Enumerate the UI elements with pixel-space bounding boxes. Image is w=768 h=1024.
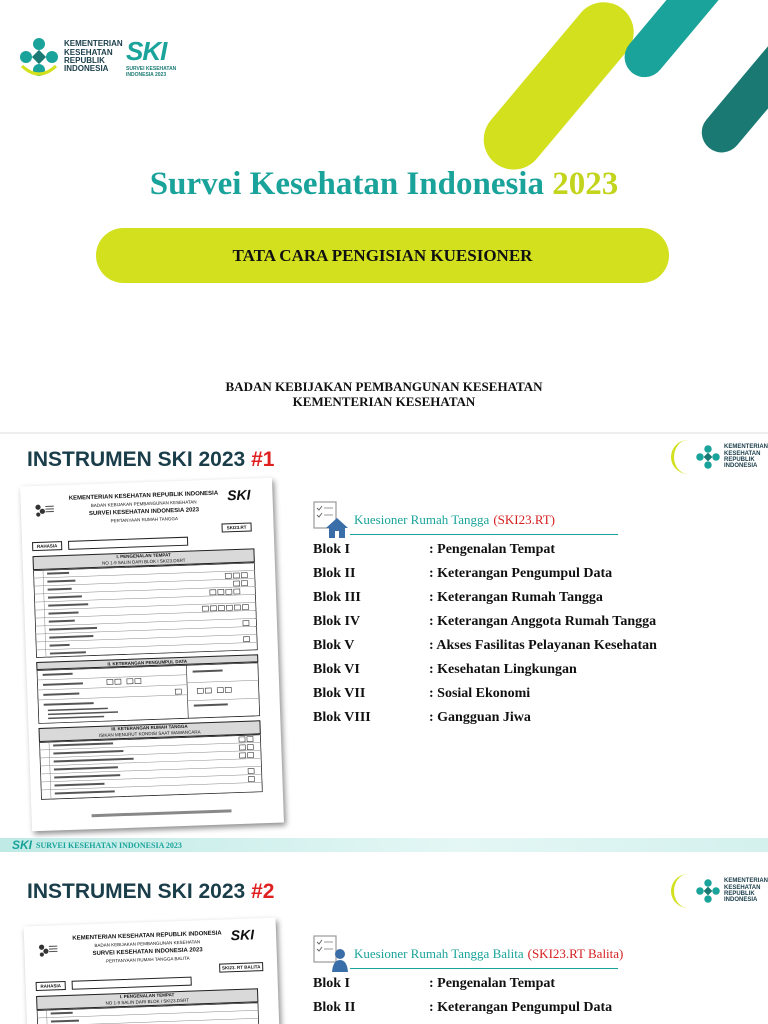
- kemenkes-emblem-icon: [695, 878, 721, 904]
- corner-kemenkes-text-4: INDONESIA: [724, 463, 758, 470]
- block-name: Blok VI: [313, 662, 360, 677]
- doc-section-2-rows: [36, 662, 260, 724]
- ski-logo-caption: SURVEI KESEHATAN INDONESIA 2023: [126, 66, 177, 78]
- block-row: [313, 614, 656, 630]
- kemenkes-text-4: INDONESIA: [64, 64, 109, 74]
- doc-notice-box: [68, 537, 188, 550]
- corner-arc-icon: [671, 874, 693, 908]
- slide1-title-text: INSTRUMEN SKI 2023: [27, 448, 246, 471]
- block-row: [313, 686, 530, 702]
- questionnaire-thumbnail-2: [24, 918, 281, 1024]
- doc-heading-line4: PERTANYAAN RUMAH TANGGA: [110, 516, 179, 524]
- decor-stripe-teal: [616, 0, 730, 85]
- agency-line-1: BADAN KEBIJAKAN PEMBANGUNAN KESEHATAN: [225, 379, 543, 394]
- doc-notice-box: [72, 977, 192, 990]
- block-desc: : Akses Fasilitas Pelayanan Kesehatan: [429, 638, 657, 653]
- doc-footer-note: [92, 809, 232, 817]
- doc-heading: [68, 490, 219, 527]
- kemenkes-text-1: KEMENTERIAN: [64, 39, 123, 49]
- corner-kemenkes-text-3: REPUBLIK: [724, 891, 755, 897]
- footer-ski-mark: SKI: [12, 838, 33, 852]
- doc-section-1-rows: [33, 562, 258, 658]
- doc-emblem-icon: [36, 941, 59, 958]
- subtitle-text: TATA CARA PENGISIAN KUESIONER: [232, 245, 533, 265]
- footer-text: SURVEI KESEHATAN INDONESIA 2023: [36, 840, 182, 850]
- block-row: [313, 542, 555, 558]
- doc-heading: [72, 930, 223, 967]
- doc-heading-line2: BADAN KEBIJAKAN PEMBANGUNAN KESEHATAN: [90, 499, 197, 509]
- kemenkes-emblem-icon: [18, 36, 60, 78]
- block-desc: : Keterangan Pengumpul Data: [429, 566, 613, 581]
- doc-heading-line3: SURVEI KESEHATAN INDONESIA 2023: [92, 947, 203, 958]
- cover-title-year: 2023: [552, 166, 619, 202]
- instrument-slide-1: [0, 432, 768, 852]
- block-row: [313, 590, 603, 606]
- slide1-title: [27, 448, 274, 472]
- doc-section-3-rows: [39, 734, 263, 800]
- block-row: [313, 976, 555, 992]
- block-desc: : Keterangan Pengumpul Data: [429, 1000, 613, 1015]
- doc-heading-line1: KEMENTERIAN KESEHATAN REPUBLIK INDONESIA: [68, 490, 219, 502]
- instrument-slide-2: [0, 852, 768, 1024]
- ski-logo-mark: SKI: [126, 36, 167, 66]
- slide2-title-text: INSTRUMEN SKI 2023: [27, 880, 246, 903]
- block-row: [313, 638, 657, 654]
- block-name: Blok I: [313, 542, 350, 557]
- doc-section-2: II. KETERANGAN PENGUMPUL DATA: [36, 654, 258, 670]
- doc-emblem-icon: [33, 501, 56, 518]
- cover-title: [0, 166, 768, 203]
- doc-code-box: SKI23.RT: [221, 522, 251, 532]
- block-name: Blok I: [313, 976, 350, 991]
- slide2-kuesioner-heading: [354, 946, 623, 962]
- doc-code-box: SKI23. RT BALITA: [219, 962, 263, 973]
- corner-kemenkes-text-4: INDONESIA: [724, 897, 758, 904]
- block-name: Blok VII: [313, 686, 366, 701]
- corner-kemenkes-text-2: KESEHATAN: [724, 450, 761, 457]
- decor-stripe-dark: [694, 20, 768, 161]
- doc-section-1-title: I. PENGENALAN TEMPAT: [119, 992, 175, 1000]
- doc-heading-line1: KEMENTERIAN KESEHATAN REPUBLIK INDONESIA: [72, 930, 222, 942]
- corner-kemenkes-text-1: KEMENTERIAN: [724, 444, 768, 451]
- slide-divider: [0, 432, 768, 434]
- corner-arc-icon: [671, 440, 693, 474]
- slide1-footer-bar: [0, 838, 768, 852]
- block-row: [313, 566, 612, 582]
- kemenkes-text-2: KESEHATAN: [64, 47, 113, 57]
- slide2-title: [27, 880, 274, 904]
- doc-section-1-sub: NO 1-9 SALIN DARI BLOK I SKI23.DSRT: [105, 997, 190, 1006]
- doc-section-3-sub: ISIKAN MENURUT KONDISI SAAT WAWANCARA: [98, 729, 201, 738]
- doc-rahasia-box: RAHASIA: [32, 541, 62, 551]
- slide2-kuesioner-underline: [350, 968, 618, 969]
- doc-section-1-sub: NO 1-9 SALIN DARI BLOK I SKI23.DSRT: [101, 557, 186, 566]
- subtitle-pill: [96, 228, 669, 283]
- doc-heading-line4: PERTANYAAN RUMAH TANGGA BALITA: [106, 955, 190, 964]
- block-desc: : Keterangan Rumah Tangga: [429, 590, 603, 605]
- slide1-corner-logo: [671, 440, 768, 474]
- block-name: Blok VIII: [313, 710, 371, 725]
- block-name: Blok II: [313, 1000, 356, 1015]
- doc-heading-line2: BADAN KEBIJAKAN PEMBANGUNAN KESEHATAN: [94, 939, 201, 948]
- child-checklist-icon: [312, 934, 350, 974]
- block-name: Blok IV: [313, 614, 361, 629]
- doc-ski-mark: SKI: [230, 926, 255, 944]
- slide1-kuesioner-code: (SKI23.RT): [493, 512, 556, 527]
- slide1-kuesioner-underline: [350, 534, 618, 535]
- cover-title-main: Survei Kesehatan Indonesia: [149, 166, 544, 202]
- doc-section-3-title: III. KETERANGAN RUMAH TANGGA: [111, 723, 188, 732]
- block-desc: : Pengenalan Tempat: [429, 542, 556, 557]
- kemenkes-logo: [18, 36, 123, 78]
- block-desc: : Pengenalan Tempat: [429, 976, 556, 991]
- block-name: Blok III: [313, 590, 361, 605]
- block-desc: : Kesehatan Lingkungan: [429, 662, 577, 677]
- block-name: Blok II: [313, 566, 356, 581]
- doc-ski-mark: SKI: [226, 486, 251, 504]
- doc-heading-line3: SURVEI KESEHATAN INDONESIA 2023: [88, 507, 200, 518]
- block-name: Blok V: [313, 638, 355, 653]
- block-desc: : Keterangan Anggota Rumah Tangga: [429, 614, 657, 629]
- slide1-kuesioner-label: Kuesioner Rumah Tangga: [354, 512, 490, 527]
- house-checklist-icon: [312, 500, 350, 540]
- slide2-corner-logo: [671, 874, 768, 908]
- slide2-title-number: #2: [251, 880, 275, 903]
- corner-kemenkes-text-2: KESEHATAN: [724, 884, 761, 891]
- cover-slide: [0, 0, 768, 432]
- kemenkes-text-3: REPUBLIK: [64, 56, 105, 65]
- ski-logo: [126, 36, 188, 78]
- kemenkes-emblem-icon: [695, 444, 721, 470]
- questionnaire-thumbnail-1: [20, 478, 284, 832]
- block-desc: : Sosial Ekonomi: [429, 686, 531, 701]
- block-desc: : Gangguan Jiwa: [429, 710, 531, 725]
- block-row: [313, 710, 531, 726]
- slide2-kuesioner-code: (SKI23.RT Balita): [527, 946, 624, 961]
- corner-kemenkes-text-1: KEMENTERIAN: [724, 878, 768, 885]
- slide1-title-number: #1: [251, 448, 275, 471]
- slide2-kuesioner-label: Kuesioner Rumah Tangga Balita: [354, 946, 524, 961]
- slide1-kuesioner-heading: [354, 512, 555, 528]
- block-row: [313, 662, 577, 678]
- corner-kemenkes-text-3: REPUBLIK: [724, 457, 755, 463]
- block-row: [313, 1000, 612, 1016]
- decor-stripe-lime: [471, 0, 646, 182]
- doc-rahasia-box: RAHASIA: [36, 981, 66, 991]
- agency-line-2: KEMENTERIAN KESEHATAN: [292, 394, 476, 409]
- doc-section-1-title: I. PENGENALAN TEMPAT: [116, 552, 171, 560]
